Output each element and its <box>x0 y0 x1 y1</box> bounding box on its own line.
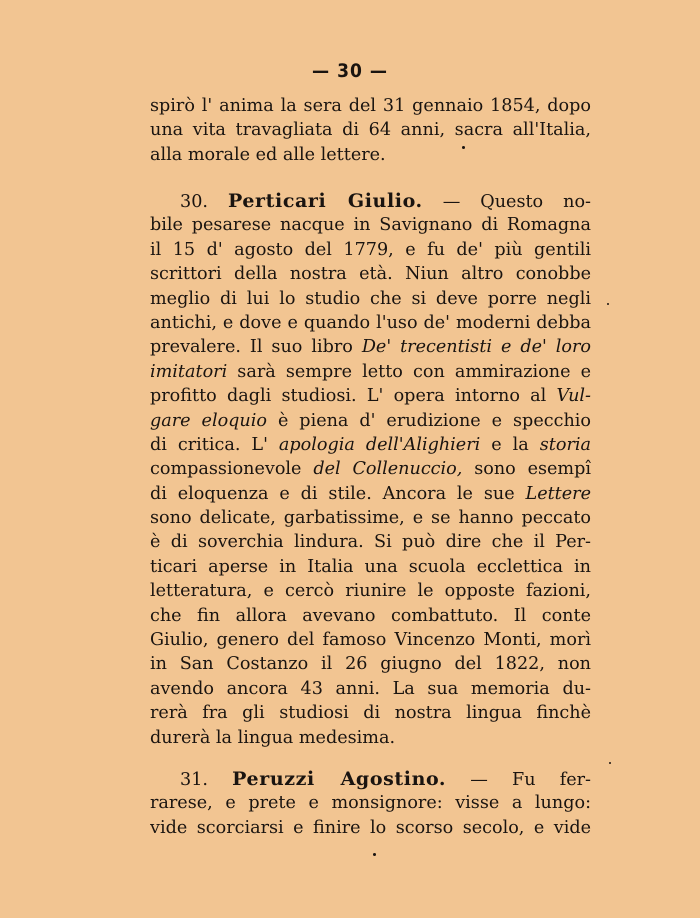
entry-heading: Perticari Giulio. <box>227 190 423 212</box>
book-title: Vul- <box>556 386 591 407</box>
text-line: rarese, e prete e monsignore: visse a lungo: <box>150 793 591 814</box>
entry-heading-line <box>150 767 591 791</box>
text-span: sono esempî <box>462 459 591 480</box>
entry-heading-line <box>150 189 591 213</box>
print-speck <box>373 853 376 856</box>
book-title: imitatori <box>150 361 228 382</box>
book-title: storia <box>539 434 591 455</box>
text-line: avendo ancora 43 anni. La sua memoria du- <box>150 678 591 699</box>
entry-number: 30. <box>180 192 208 212</box>
text-span: sarà sempre letto con ammirazione e <box>227 361 591 382</box>
text-line: che fin allora avevano combattuto. Il conte <box>150 605 591 626</box>
text-line <box>150 360 591 384</box>
entry-perticari <box>150 189 591 750</box>
text-line <box>150 457 591 481</box>
text-line: spirò l' anima la sera del 31 gennaio 1854, dopo <box>150 96 591 116</box>
book-title: apologia dell'Alighieri <box>278 434 481 455</box>
text-span: di critica. L' <box>150 434 279 455</box>
text-span: prevalere. Il suo libro <box>150 337 362 358</box>
text-span: — Fu fer- <box>446 770 591 790</box>
entry-peruzzi <box>150 767 591 840</box>
text-span: e la <box>480 434 540 455</box>
print-speck <box>607 303 609 305</box>
text-line: il 15 d' agosto del 1779, e fu de' più gentili <box>150 239 591 260</box>
text-line: vide scorciarsi e finire lo scorso secolo, e vide <box>150 817 591 838</box>
text-line: antichi, e dove e quando l'uso de' moderni debba <box>150 312 591 333</box>
text-line: ticari aperse in Italia una scuola ecclettica in <box>150 556 591 577</box>
book-title: Lettere <box>525 483 591 504</box>
text-span: profitto dagli studiosi. L' opera intorno al <box>150 386 557 407</box>
text-span: compassionevole <box>150 459 314 480</box>
text-line: durerà la lingua medesima. <box>150 727 396 748</box>
book-title: gare eloquio <box>150 410 267 431</box>
text-line <box>150 409 591 433</box>
text-span: è piena d' erudizione e specchio <box>266 410 591 431</box>
text-line: è di soverchia lindura. Si può dire che il Per- <box>150 532 591 553</box>
text-line: rerà fra gli studiosi di nostra lingua finchè <box>150 703 591 724</box>
text-line: meglio di lui lo studio che si deve porre negli <box>150 288 591 309</box>
text-line: alla morale ed alle lettere. <box>150 144 386 165</box>
text-line <box>150 482 591 506</box>
text-span: — Questo no- <box>422 192 591 212</box>
book-title: del Collenuccio, <box>313 459 463 480</box>
text-line: sono delicate, garbatissime, e se hanno peccato <box>150 508 591 529</box>
paragraph-continuation <box>150 94 591 167</box>
text-line <box>150 384 591 408</box>
text-span: di eloquenza e di stile. Ancora le sue <box>150 483 526 504</box>
entry-number: 31. <box>180 770 208 790</box>
print-speck <box>609 762 611 764</box>
text-line: scrittori della nostra età. Niun altro conobbe <box>150 264 591 285</box>
text-line: bile pesarese nacque in Savignano di Romagna <box>150 215 591 236</box>
print-speck <box>462 146 465 149</box>
text-line: una vita travagliata di 64 anni, sacra all'Italia, <box>150 120 591 141</box>
text-line <box>150 433 591 457</box>
text-line: letteratura, e cercò riunire le opposte fazioni, <box>150 581 591 602</box>
entry-heading: Peruzzi Agostino. <box>232 768 447 790</box>
text-line: Giulio, genero del famoso Vincenzo Monti, morì <box>150 630 591 651</box>
text-line: in San Costanzo il 26 giugno del 1822, non <box>150 654 591 675</box>
book-title: De' trecentisti e de' loro <box>361 337 591 358</box>
text-line <box>150 335 591 359</box>
page-number: — 30 — <box>312 60 388 82</box>
